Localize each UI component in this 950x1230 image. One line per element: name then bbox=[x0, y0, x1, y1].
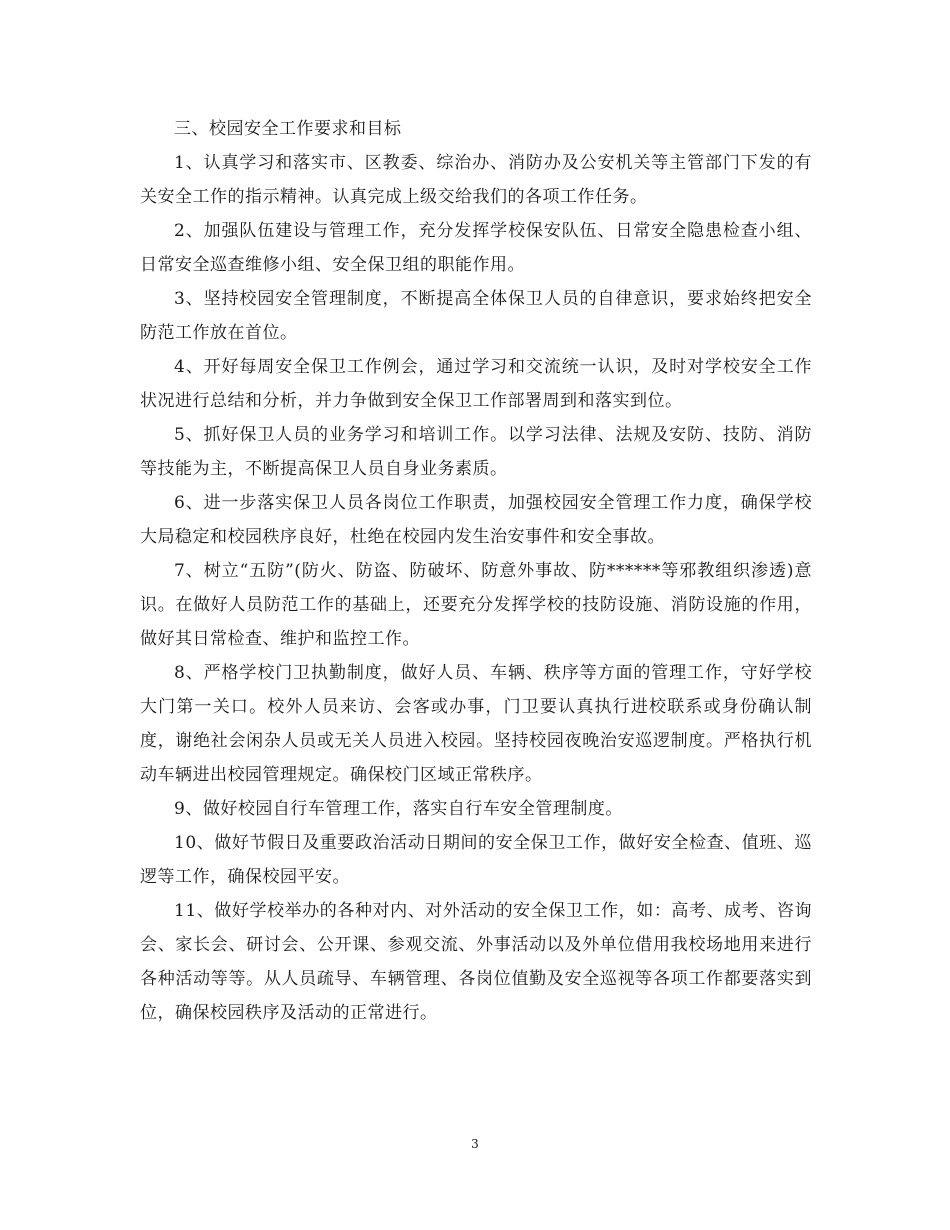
paragraph-1: 1、认真学习和落实市、区教委、综治办、消防办及公安机关等主管部门下发的有关安全工作的指示精神。认真完成上级交给我们的各项工作任务。 bbox=[140, 153, 812, 207]
document-body bbox=[140, 112, 812, 1030]
paragraph-10: 10、做好节假日及重要政治活动日期间的安全保卫工作，做好安全检查、值班、巡逻等工作，确保校园平安。 bbox=[140, 833, 812, 887]
section-heading: 三、校园安全工作要求和目标 bbox=[174, 119, 402, 139]
page-number: 3 bbox=[471, 1137, 479, 1151]
paragraph-7: 7、树立“五防”(防火、防盗、防破坏、防意外事故、防******等邪教组织渗透)意识。在做好人员防范工作的基础上，还要充分发挥学校的技防设施、消防设施的作用，做好其日常检查、维护和监控工作。 bbox=[140, 561, 812, 649]
paragraph-9: 9、做好校园自行车管理工作，落实自行车安全管理制度。 bbox=[174, 799, 623, 819]
paragraph-8: 8、严格学校门卫执勤制度，做好人员、车辆、秩序等方面的管理工作，守好学校大门第一关口。校外人员来访、会客或办事，门卫要认真执行进校联系或身份确认制度，谢绝社会闲杂人员或无关人员进入校园。坚持校园夜晚治安巡逻制度。严格执行机动车辆进出校园管理规定。确保校门区域正常秩序。 bbox=[140, 663, 812, 785]
paragraph-4: 4、开好每周安全保卫工作例会，通过学习和交流统一认识，及时对学校安全工作状况进行总结和分析，并力争做到安全保卫工作部署周到和落实到位。 bbox=[140, 357, 812, 411]
paragraph-11: 11、做好学校举办的各种对内、对外活动的安全保卫工作，如：高考、成考、咨询会、家长会、研讨会、公开课、参观交流、外事活动以及外单位借用我校场地用来进行各种活动等等。从人员疏导、车辆管理、各岗位值勤及安全巡视等各项工作都要落实到位，确保校园秩序及活动的正常进行。 bbox=[140, 901, 812, 1023]
paragraph-2: 2、加强队伍建设与管理工作，充分发挥学校保安队伍、日常安全隐患检查小组、日常安全巡查维修小组、安全保卫组的职能作用。 bbox=[140, 221, 812, 275]
paragraph-5: 5、抓好保卫人员的业务学习和培训工作。以学习法律、法规及安防、技防、消防等技能为主，不断提高保卫人员自身业务素质。 bbox=[140, 425, 812, 479]
paragraph-3: 3、坚持校园安全管理制度，不断提高全体保卫人员的自律意识，要求始终把安全防范工作放在首位。 bbox=[140, 289, 812, 343]
paragraph-6: 6、进一步落实保卫人员各岗位工作职责，加强校园安全管理工作力度，确保学校大局稳定和校园秩序良好，杜绝在校园内发生治安事件和安全事故。 bbox=[140, 493, 812, 547]
